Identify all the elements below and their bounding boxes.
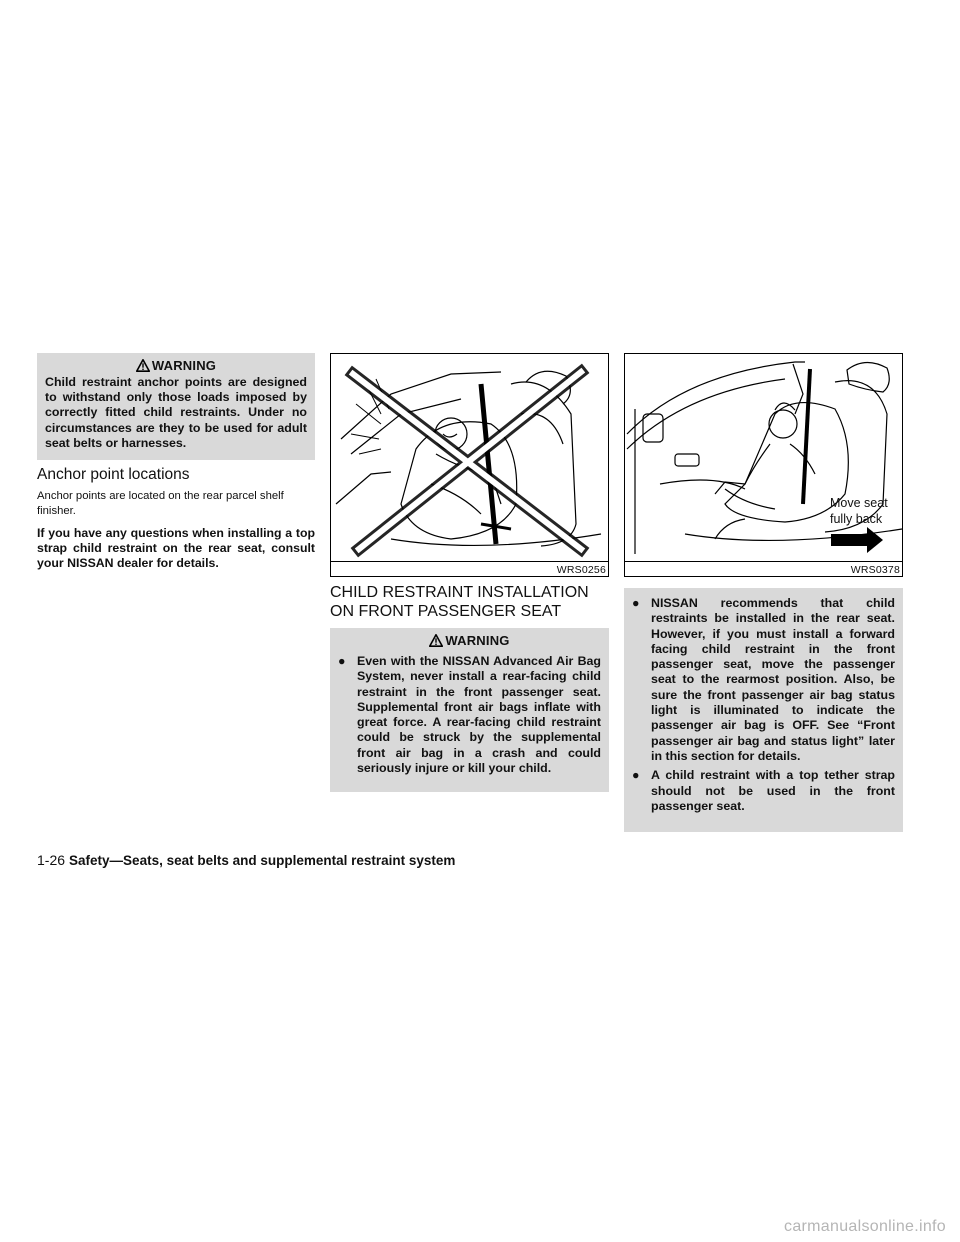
- figure-rule: [625, 561, 902, 562]
- list-item: [632, 768, 895, 814]
- anchor-bold-paragraph: If you have any questions when installing a top strap child restraint on the rear seat, consult your NISSAN dealer for details.: [37, 526, 315, 571]
- figure-rule: [331, 561, 608, 562]
- site-watermark[interactable]: carmanualsonline.info: [784, 1218, 946, 1235]
- rear-facing-illustration: [331, 354, 608, 562]
- list-item: [338, 654, 601, 776]
- section-heading-anchor: Anchor point locations: [37, 466, 190, 483]
- figure-caption-line1: Move seat: [830, 496, 888, 510]
- figure-forward-facing: [624, 353, 903, 577]
- list-item: [632, 596, 895, 764]
- warning-icon: [136, 359, 150, 372]
- bullet-icon: ●: [338, 654, 346, 668]
- chapter-heading-line1: CHILD RESTRAINT INSTALLATION: [330, 584, 589, 601]
- chapter-heading-line2: ON FRONT PASSENGER SEAT: [330, 603, 562, 620]
- chapter-heading: [330, 583, 610, 621]
- bullet-icon: ●: [632, 768, 640, 783]
- figure-label: WRS0256: [556, 564, 606, 576]
- bullet-icon: ●: [632, 596, 640, 610]
- warning-title: WARNING: [445, 633, 510, 648]
- warning-bullet-list: [330, 650, 609, 776]
- front-seat-warning-box: [330, 628, 609, 792]
- warning-header: [330, 628, 609, 650]
- anchor-paragraph: Anchor points are located on the rear parcel shelf finisher.: [37, 490, 284, 517]
- page-number: 1-26: [37, 852, 66, 868]
- page-footer: [37, 852, 455, 868]
- figure-label: WRS0378: [850, 564, 900, 576]
- anchor-warning-box: [37, 353, 315, 460]
- warning-text: Child restraint anchor points are designed to withstand only those loads imposed by correctly fitted child restraints. Under no circumstances are they to be used for adult seat belts or harnesses.: [45, 375, 307, 450]
- bullet-text: NISSAN recommends that child restraints be installed in the rear seat. However, if you must install a forward facing child restraint in the front passenger seat, move the passenger seat to the rearmost position. Also, be sure the front passenger air bag status light is illuminated to indicate the passenger air bag is OFF. See “Front passenger air bag and status light” later in this section for details.: [651, 596, 895, 763]
- warning-header: [37, 353, 315, 375]
- bullet-text: A child restraint with a top tether strap should not be used in the front passenger seat.: [651, 768, 895, 813]
- bullet-text: Even with the NISSAN Advanced Air Bag System, never install a rear-facing child restraint in the front passenger seat. Supplemental front air bags inflate with great force. A rear-facing child restraint could be struck by the supplemental front air bag in a crash and could seriously injure or kill your child.: [357, 654, 601, 776]
- warning-bullet-list: [624, 588, 903, 814]
- forward-facing-illustration: [625, 354, 902, 562]
- footer-title: Safety—Seats, seat belts and supplemental restraint system: [69, 853, 456, 868]
- continued-warning-box: [624, 588, 903, 832]
- figure-rear-facing-crossed: [330, 353, 609, 577]
- figure-caption-line2: fully back: [830, 512, 883, 526]
- warning-icon: [429, 634, 443, 647]
- warning-title: WARNING: [151, 358, 217, 373]
